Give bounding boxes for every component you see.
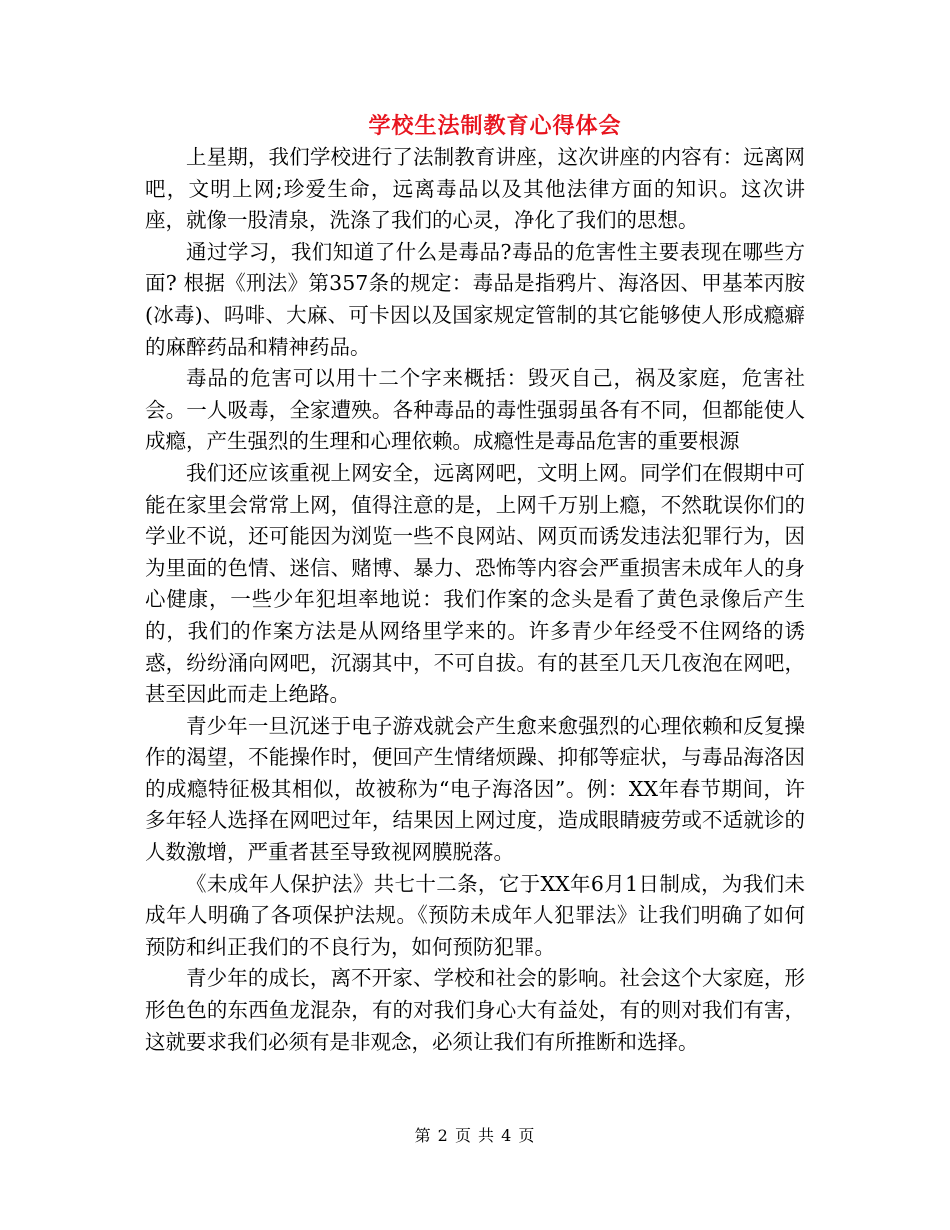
document-body: [145, 108, 805, 1058]
paragraph-7: 青少年的成长，离不开家、学校和社会的影响。社会这个大家庭，形形色色的东西鱼龙混杂，有的对我们身心大有益处，有的则对我们有害，这就要求我们必须有是非观念，必须让我们有所推断和选择。: [145, 966, 805, 1054]
paragraph-1: 上星期，我们学校进行了法制教育讲座，这次讲座的内容有：远离网吧，文明上网;珍爱生命，远离毒品以及其他法律方面的知识。这次讲座，就像一股清泉，洗涤了我们的心灵，净化了我们的思想。: [145, 145, 805, 233]
paragraph-4: 我们还应该重视上网安全，远离网吧，文明上网。同学们在假期中可能在家里会常常上网，值得注意的是，上网千万别上瘾，不然耽误你们的学业不说，还可能因为浏览一些不良网站、网页而诱发违法犯罪行为，因为里面的色情、迷信、赌博、暴力、恐怖等内容会严重损害未成年人的身心健康，一些少年犯坦率地说：我们作案的念头是看了黄色录像后产生的，我们的作案方法是从网络里学来的。许多青少年经受不住网络的诱惑，纷纷涌向网吧，沉溺其中，不可自拔。有的甚至几天几夜泡在网吧，甚至因此而走上绝路。: [145, 460, 805, 707]
paragraph-3: 毒品的危害可以用十二个字来概括：毁灭自己，祸及家庭，危害社会。一人吸毒，全家遭殃。各种毒品的毒性强弱虽各有不同，但都能使人成瘾，产生强烈的生理和心理依赖。成瘾性是毒品危害的重要根源: [145, 366, 805, 454]
paragraph-2: 通过学习，我们知道了什么是毒品?毒品的危害性主要表现在哪些方面? 根据《刑法》第357条的规定：毒品是指鸦片、海洛因、甲基苯丙胺(冰毒)、吗啡、大麻、可卡因以及国家规定管制的其它能够使人形成瘾癖的麻醉药品和精神药品。: [145, 239, 805, 359]
document-title: 学校生法制教育心得体会: [368, 113, 622, 139]
paragraph-5: 青少年一旦沉迷于电子游戏就会产生愈来愈强烈的心理依赖和反复操作的渴望，不能操作时，便回产生情绪烦躁、抑郁等症状，与毒品海洛因的成瘾特征极其相似，故被称为“电子海洛因”。例：XX年春节期间，许多年轻人选择在网吧过年，结果因上网过度，造成眼睛疲劳或不适就诊的人数激增，严重者甚至导致视网膜脱落。: [145, 713, 805, 865]
paragraph-6: 《未成年人保护法》共七十二条，它于XX年6月1日制成，为我们未成年人明确了各项保护法规。《预防未成年人犯罪法》让我们明确了如何预防和纠正我们的不良行为，如何预防犯罪。: [145, 871, 805, 959]
page-number-footer: 第 2 页 共 4 页: [414, 1126, 536, 1145]
